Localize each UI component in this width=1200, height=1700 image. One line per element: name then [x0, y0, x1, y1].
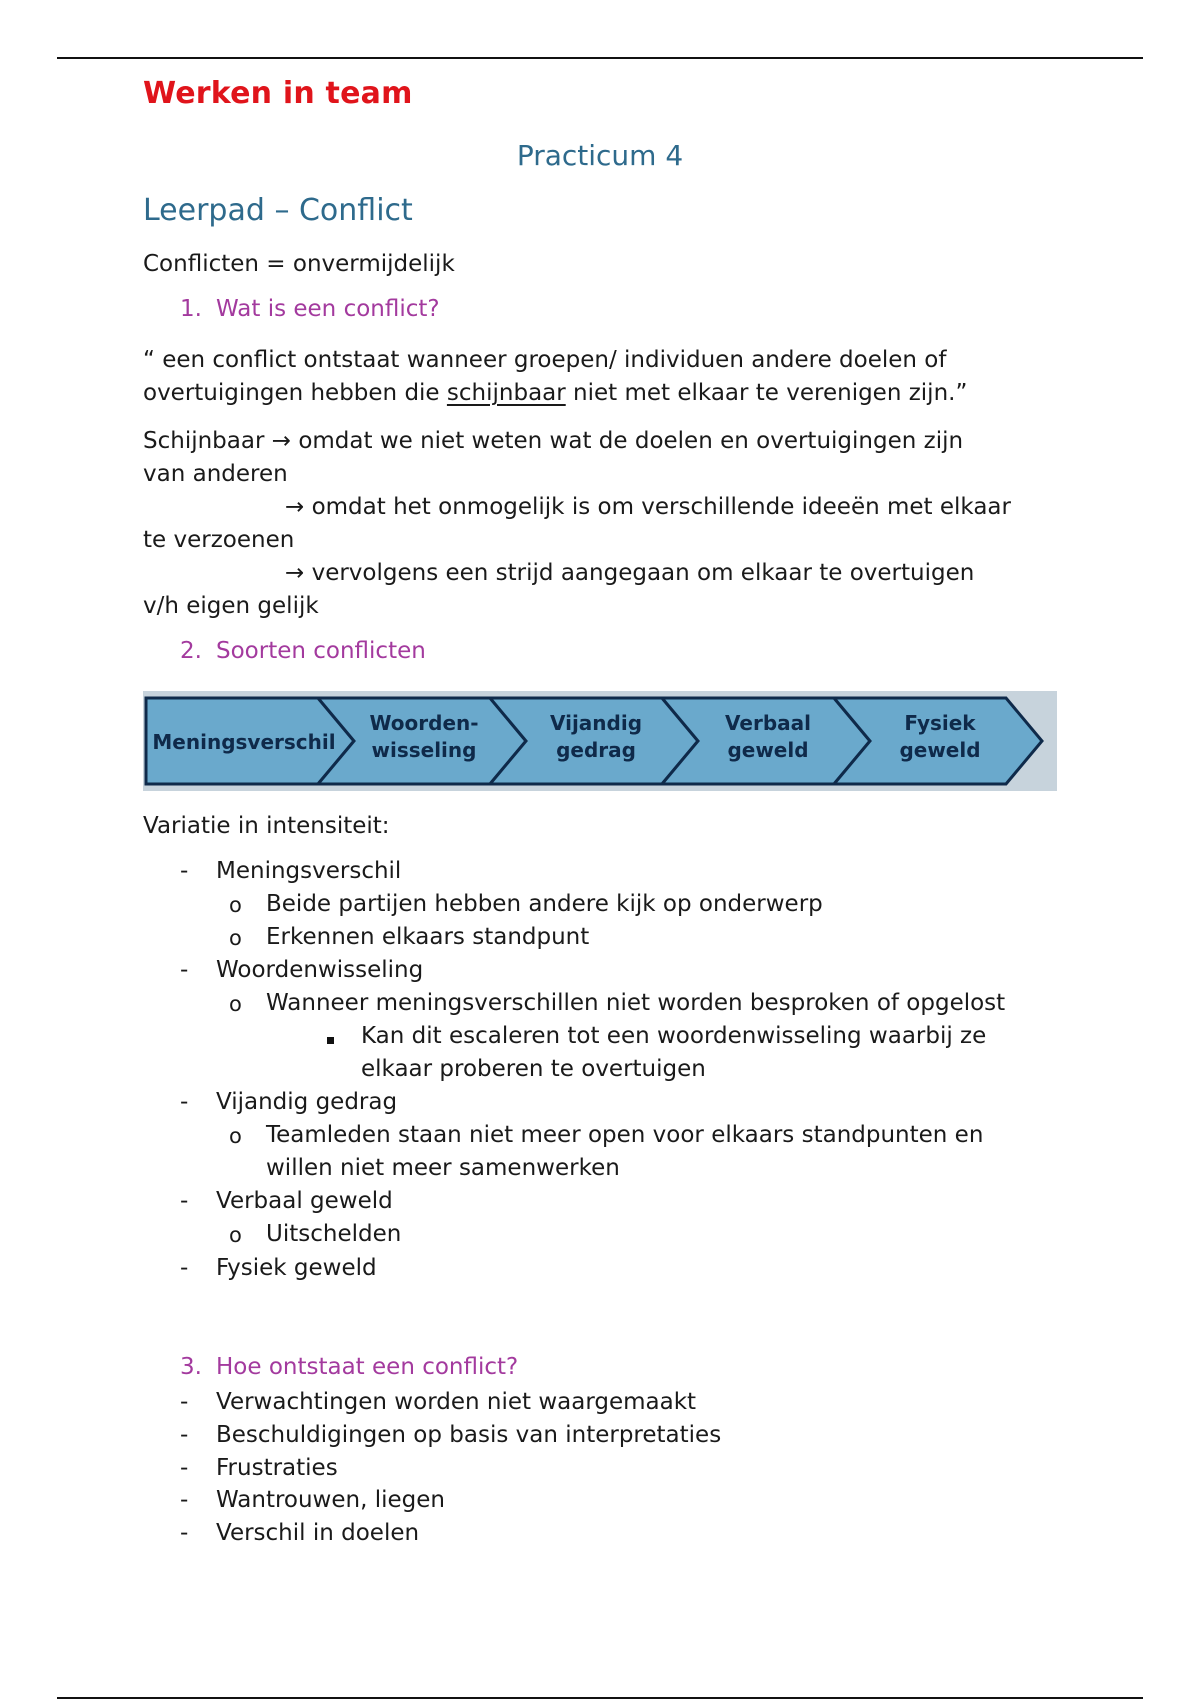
schijnbaar-line-3: → omdat het onmogelijk is om verschillende ideeën met elkaar	[285, 494, 1011, 520]
quote-underlined: schijnbaar	[446, 380, 566, 406]
heading-q3-text: Hoe ontstaat een conflict?	[216, 1354, 519, 1380]
cause-item: Wantrouwen, liegen	[216, 1487, 445, 1513]
heading-q2	[180, 638, 426, 664]
schijnbaar-line-5: → vervolgens een strijd aangegaan om elkaar te overtuigen	[285, 560, 975, 586]
variatie-label: Variatie in intensiteit:	[143, 813, 390, 839]
dash-bullet: -	[180, 1455, 189, 1481]
dash-bullet: -	[180, 1389, 189, 1415]
heading-q1	[180, 296, 440, 322]
chevron-label: Vijandig	[549, 711, 643, 735]
quote-post: niet met elkaar te verenigen zijn.”	[565, 380, 968, 406]
square-bullet-icon	[327, 1037, 334, 1044]
dash-bullet: -	[180, 1188, 189, 1214]
chevron-label: Woorden-	[369, 711, 479, 735]
dash-bullet: -	[180, 1255, 189, 1281]
list-subitem-a2: Erkennen elkaars standpunt	[266, 924, 590, 950]
chevron-label: Fysiek	[904, 711, 976, 735]
list-item-meningsverschil: Meningsverschil	[216, 858, 402, 884]
circle-bullet: o	[229, 1223, 242, 1247]
list-item-fysiek-geweld: Fysiek geweld	[216, 1255, 377, 1281]
chevron-label: gedrag	[556, 738, 636, 762]
dash-bullet: -	[180, 858, 189, 884]
list-subitem-c1-line1: Teamleden staan niet meer open voor elkaars standpunten en	[266, 1122, 984, 1148]
circle-bullet: o	[229, 992, 242, 1016]
chevron-label: geweld	[899, 738, 981, 762]
list-item-vijandig-gedrag: Vijandig gedrag	[216, 1089, 398, 1115]
dash-bullet: -	[180, 1089, 189, 1115]
list-subitem-c1-line2: willen niet meer samenwerken	[266, 1155, 620, 1181]
conflict-escalation-diagram	[143, 691, 1057, 791]
heading-q2-number: 2.	[180, 638, 202, 664]
chevron-label: Meningsverschil	[152, 730, 336, 754]
dash-bullet: -	[180, 1422, 189, 1448]
chevron-group	[146, 698, 1042, 784]
chevron-label: Verbaal	[725, 711, 811, 735]
heading-q1-text: Wat is een conflict?	[216, 296, 440, 322]
list-subsubitem-b1a-line1: Kan dit escaleren tot een woordenwisseling waarbij ze	[361, 1023, 987, 1049]
cause-item: Verschil in doelen	[216, 1520, 420, 1546]
quote-line-1: “ een conflict ontstaat wanneer groepen/ individuen andere doelen of	[143, 347, 947, 373]
quote-pre: overtuigingen hebben die	[143, 380, 447, 406]
circle-bullet: o	[229, 1124, 242, 1148]
list-subitem-b1: Wanneer meningsverschillen niet worden besproken of opgelost	[266, 990, 1006, 1016]
circle-bullet: o	[229, 893, 242, 917]
dash-bullet: -	[180, 957, 189, 983]
heading-q3	[180, 1354, 518, 1380]
list-item-woordenwisseling: Woordenwisseling	[216, 957, 424, 983]
intro-line: Conflicten = onvermijdelijk	[143, 251, 455, 277]
cause-item: Beschuldigingen op basis van interpretaties	[216, 1422, 722, 1448]
chevron-label: wisseling	[371, 738, 477, 762]
list-subitem-d1: Uitschelden	[266, 1221, 402, 1247]
dash-bullet: -	[180, 1487, 189, 1513]
schijnbaar-line-1: Schijnbaar → omdat we niet weten wat de doelen en overtuigingen zijn	[143, 428, 964, 454]
section-heading: Leerpad – Conflict	[143, 193, 413, 228]
bottom-rule	[57, 1697, 1143, 1699]
page-title: Werken in team	[143, 76, 413, 111]
cause-item: Verwachtingen worden niet waargemaakt	[216, 1389, 697, 1415]
list-subsubitem-b1a-line2: elkaar proberen te overtuigen	[361, 1056, 706, 1082]
heading-q2-text: Soorten conflicten	[216, 638, 426, 664]
heading-q3-number: 3.	[180, 1354, 202, 1380]
top-rule	[57, 57, 1143, 59]
schijnbaar-line-2: van anderen	[143, 461, 288, 487]
practicum-subtitle: Practicum 4	[516, 139, 684, 172]
chevron-label: geweld	[727, 738, 809, 762]
heading-q1-number: 1.	[180, 296, 202, 322]
schijnbaar-line-6: v/h eigen gelijk	[143, 593, 319, 619]
dash-bullet: -	[180, 1520, 189, 1546]
list-subitem-a1: Beide partijen hebben andere kijk op onderwerp	[266, 891, 823, 917]
schijnbaar-line-4: te verzoenen	[143, 527, 295, 553]
list-item-verbaal-geweld: Verbaal geweld	[216, 1188, 393, 1214]
quote-line-2	[143, 377, 967, 410]
circle-bullet: o	[229, 926, 242, 950]
cause-item: Frustraties	[216, 1455, 338, 1481]
